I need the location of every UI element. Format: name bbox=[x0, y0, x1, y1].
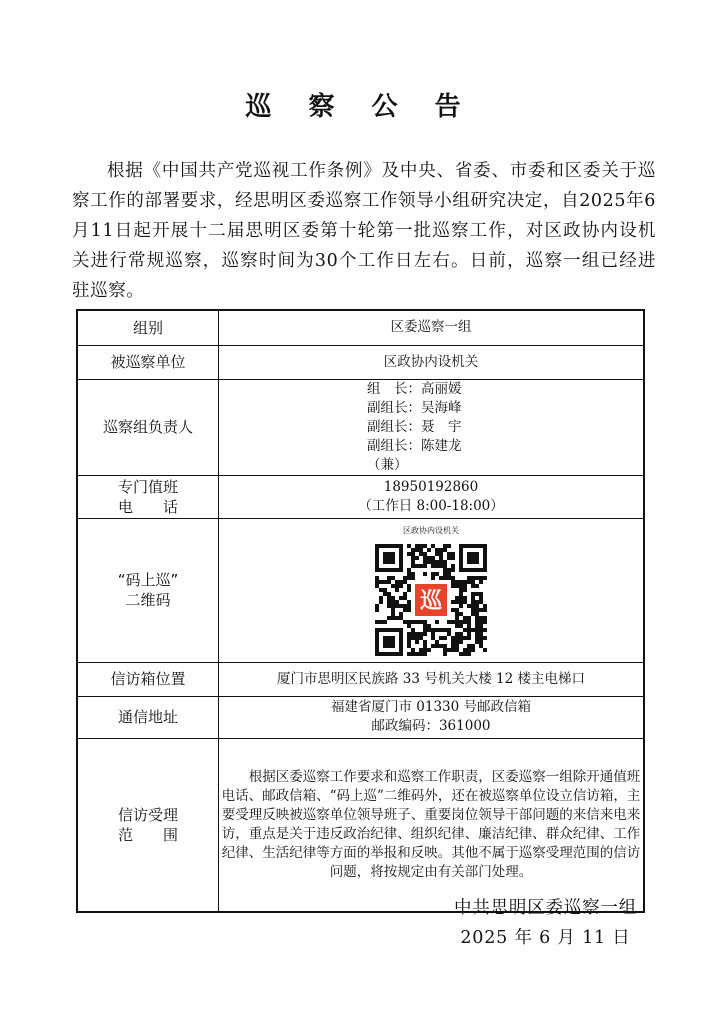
table-row-mailbox bbox=[77, 662, 644, 696]
group-label: 组别 bbox=[77, 310, 219, 345]
scope-text: 根据区委巡察工作要求和巡察工作职责，区委巡察一组除开通值班电话、邮政信箱、“码上巡”二维码外，还在被巡察单位设立信访箱，主要受理反映被巡察单位领导班子、重要岗位领导干部问题的来信来电来访，重点是关于违反政治纪律、组织纪律、廉洁纪律、群众纪律、工作纪律、生活纪律等方面的举报和反映。其他不属于巡察受理范围的信访问题，将按规定由有关部门处理。 bbox=[221, 768, 641, 880]
leaders-list bbox=[219, 379, 645, 475]
intro-text: 根据《中国共产党巡视工作条例》及中央、省委、市委和区委关于巡察工作的部署要求，经思明区委巡察工作领导小组研究决定，自2025年6月11日起开展十二届思明区委第十轮第一批巡察工作，对区政协内设机关进行常规巡察，巡察时间为30个工作日左右。日前，巡察一组已经进驻巡察。 bbox=[72, 161, 656, 301]
phone-value bbox=[219, 475, 645, 518]
phone-number[interactable]: 18950192860 bbox=[383, 478, 479, 495]
address-line2: 邮政编码：361000 bbox=[371, 718, 491, 734]
mailbox-value: 厦门市思明区民族路 33 号机关大楼 12 楼主电梯口 bbox=[219, 662, 645, 696]
page-title: 巡 察 公 告 bbox=[245, 92, 475, 122]
signature-org: 中共思明区委巡察一组 bbox=[454, 898, 637, 918]
unit-value: 区政协内设机关 bbox=[219, 345, 645, 379]
phone-hours: （工作日 8:00-18:00） bbox=[358, 497, 504, 514]
qr-label bbox=[77, 518, 219, 662]
scope-label-line1: 信访受理 bbox=[117, 805, 178, 824]
phone-label-line2: 电 话 bbox=[117, 497, 178, 516]
intro-paragraph bbox=[72, 156, 656, 306]
table-row-leaders bbox=[77, 379, 644, 475]
signature-block bbox=[454, 893, 637, 953]
leader-line: 副组长：吴海峰 bbox=[367, 399, 462, 416]
address-line1: 福建省厦门市 01330 号邮政信箱 bbox=[330, 699, 532, 715]
group-value: 区委巡察一组 bbox=[219, 310, 645, 345]
leader-line: 副组长：陈建龙（兼） bbox=[367, 437, 462, 473]
table-row-qr bbox=[77, 518, 644, 662]
scope-label-line2: 范 围 bbox=[117, 825, 178, 844]
leader-line: 组 长：高丽媛 bbox=[367, 380, 462, 397]
table-row-address bbox=[77, 696, 644, 738]
qr-center-glyph: 巡 bbox=[419, 588, 443, 614]
address-value bbox=[219, 696, 645, 738]
table-row-group bbox=[77, 310, 644, 345]
mailbox-label: 信访箱位置 bbox=[77, 662, 219, 696]
qr-code-icon[interactable] bbox=[375, 544, 487, 656]
phone-label-line1: 专门值班 bbox=[117, 477, 178, 496]
qr-cell bbox=[219, 518, 645, 662]
table-row-unit bbox=[77, 345, 644, 379]
table-row-scope bbox=[77, 738, 644, 912]
qr-label-line1: “码上巡” bbox=[117, 571, 179, 589]
leader-line: 副组长：聂 宇 bbox=[367, 418, 462, 435]
leaders-label: 巡察组负责人 bbox=[77, 379, 219, 475]
unit-label: 被巡察单位 bbox=[77, 345, 219, 379]
signature-date: 2025 年 6 月 11 日 bbox=[460, 928, 631, 948]
scope-label bbox=[77, 738, 219, 912]
table-row-phone bbox=[77, 475, 644, 518]
phone-label bbox=[77, 475, 219, 518]
inspection-info-table bbox=[76, 309, 645, 913]
qr-caption: 区政协内设机关 bbox=[403, 525, 459, 535]
address-label: 通信地址 bbox=[77, 696, 219, 738]
scope-value bbox=[219, 738, 645, 912]
qr-label-line2: 二维码 bbox=[125, 591, 171, 609]
